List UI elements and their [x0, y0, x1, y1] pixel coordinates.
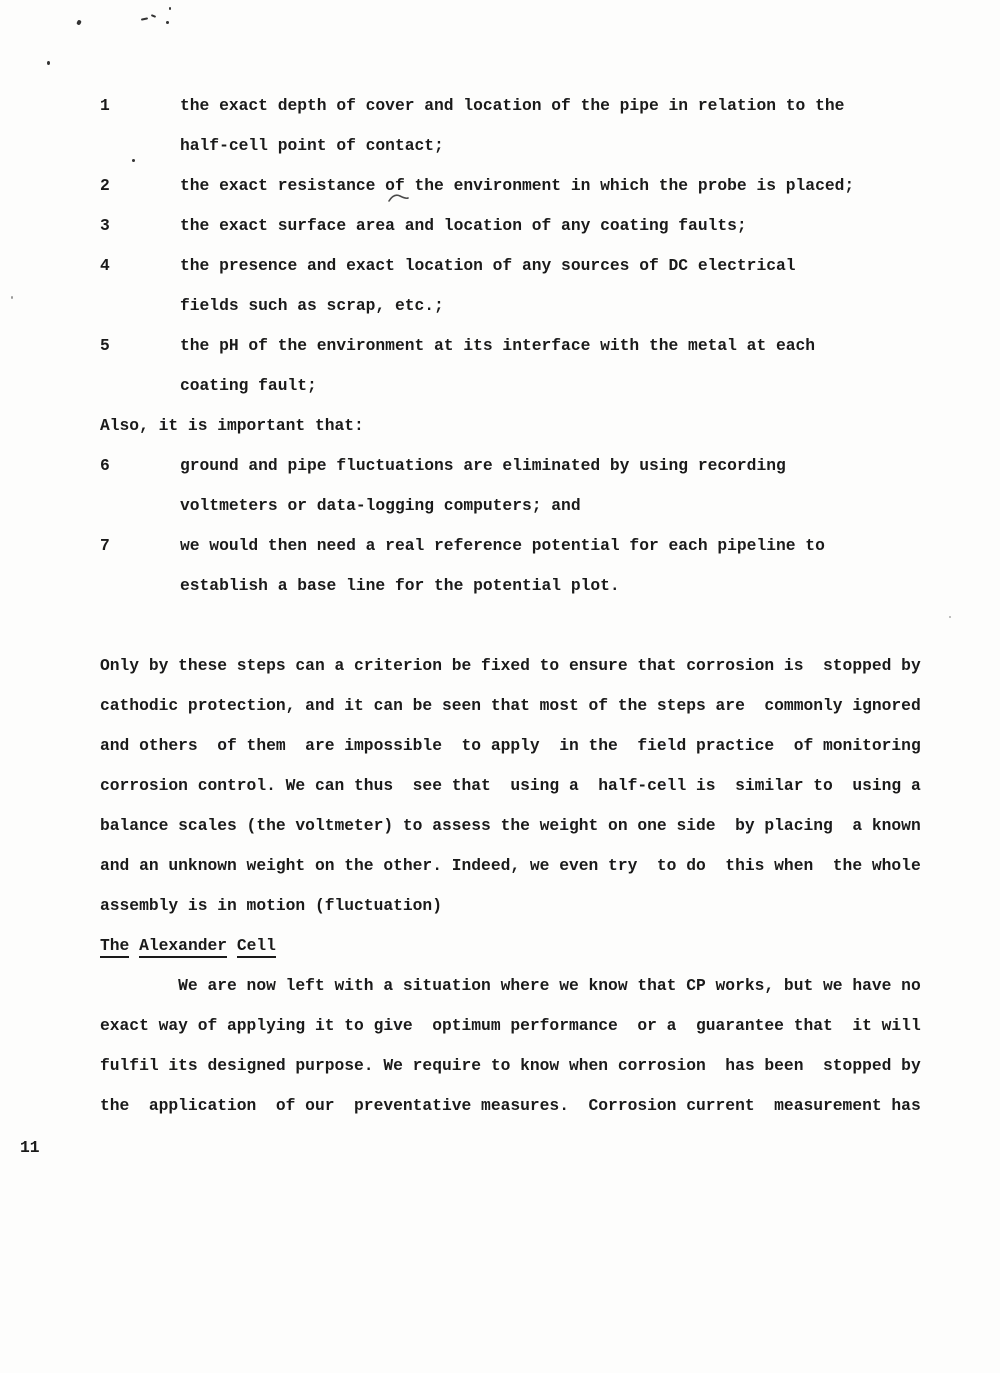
ink-speck	[11, 296, 13, 299]
ink-speck	[47, 61, 50, 65]
heading-word: Cell	[237, 936, 276, 958]
ink-speck	[169, 7, 171, 10]
list-item-line	[100, 286, 980, 326]
list-item-line	[100, 86, 980, 126]
list-item-line	[100, 366, 980, 406]
text-line: Also, it is important that:	[100, 416, 364, 435]
paragraph-line: and others of them are impossible to apply in the field practice of monitoring	[100, 736, 921, 755]
list-item-text: establish a base line for the potential plot.	[180, 576, 620, 595]
heading-word: The	[100, 936, 129, 958]
list-number: 1	[100, 96, 110, 115]
list-item-line	[100, 566, 980, 606]
list-number: 4	[100, 256, 110, 275]
paragraph-line: Only by these steps can a criterion be fixed to ensure that corrosion is stopped by	[100, 656, 921, 675]
ink-speck	[76, 19, 82, 25]
paragraph-line: corrosion control. We can thus see that using a half-cell is similar to using a	[100, 776, 921, 795]
list-item-text: coating fault;	[180, 376, 317, 395]
list-number	[100, 286, 180, 326]
ink-speck	[151, 14, 156, 18]
handwritten-mark	[388, 193, 410, 203]
list-item-text: the exact depth of cover and location of the pipe in relation to the	[180, 96, 845, 115]
paragraph-line: assembly is in motion (fluctuation)	[100, 896, 442, 915]
list-number: 6	[100, 456, 110, 475]
list-number: 3	[100, 216, 110, 235]
paragraph-line: cathodic protection, and it can be seen that most of the steps are commonly ignored	[100, 696, 921, 715]
paragraph-line: exact way of applying it to give optimum performance or a guarantee that it will	[100, 1016, 921, 1035]
list-item-line	[100, 326, 980, 366]
list-number: 5	[100, 336, 110, 355]
list-number	[100, 486, 180, 526]
list-item-text: voltmeters or data-logging computers; and	[180, 496, 581, 515]
paragraph-line: balance scales (the voltmeter) to assess the weight on one side by placing a known	[100, 816, 921, 835]
list-item-line	[100, 246, 980, 286]
ink-speck	[132, 159, 135, 162]
ink-speck	[141, 17, 148, 20]
list-number: 2	[100, 176, 110, 195]
list-item-text: the exact resistance of the environment in which the probe is placed;	[180, 176, 855, 195]
section-heading	[100, 926, 980, 966]
ink-speck	[166, 21, 169, 24]
list-item-text: fields such as scrap, etc.;	[180, 296, 444, 315]
heading-word: Alexander	[139, 936, 227, 958]
blank-line	[100, 606, 980, 646]
list-item-line	[100, 486, 980, 526]
list-item-line	[100, 446, 980, 486]
list-item-text: the presence and exact location of any sources of DC electrical	[180, 256, 796, 275]
list-item-line	[100, 166, 980, 206]
list-number: 7	[100, 536, 110, 555]
document-body	[100, 86, 980, 1126]
page-number: 11	[20, 1138, 40, 1157]
list-item-text: we would then need a real reference potential for each pipeline to	[180, 536, 825, 555]
list-item-line	[100, 126, 980, 166]
list-item-line	[100, 526, 980, 566]
paragraph-line: the application of our preventative measures. Corrosion current measurement has	[100, 1096, 921, 1115]
list-item-text: the pH of the environment at its interface with the metal at each	[180, 336, 816, 355]
list-item-line	[100, 206, 980, 246]
paragraph-line: fulfil its designed purpose. We require to know when corrosion has been stopped by	[100, 1056, 921, 1075]
list-item-text: half-cell point of contact;	[180, 136, 444, 155]
list-item-text: the exact surface area and location of any coating faults;	[180, 216, 747, 235]
list-number	[100, 366, 180, 406]
paragraph-line: and an unknown weight on the other. Indeed, we even try to do this when the whole	[100, 856, 921, 875]
ink-speck	[949, 616, 951, 618]
list-item-text: ground and pipe fluctuations are eliminated by using recording	[180, 456, 786, 475]
list-number	[100, 126, 180, 166]
paragraph-line: We are now left with a situation where we know that CP works, but we have no	[100, 976, 921, 995]
list-number	[100, 566, 180, 606]
